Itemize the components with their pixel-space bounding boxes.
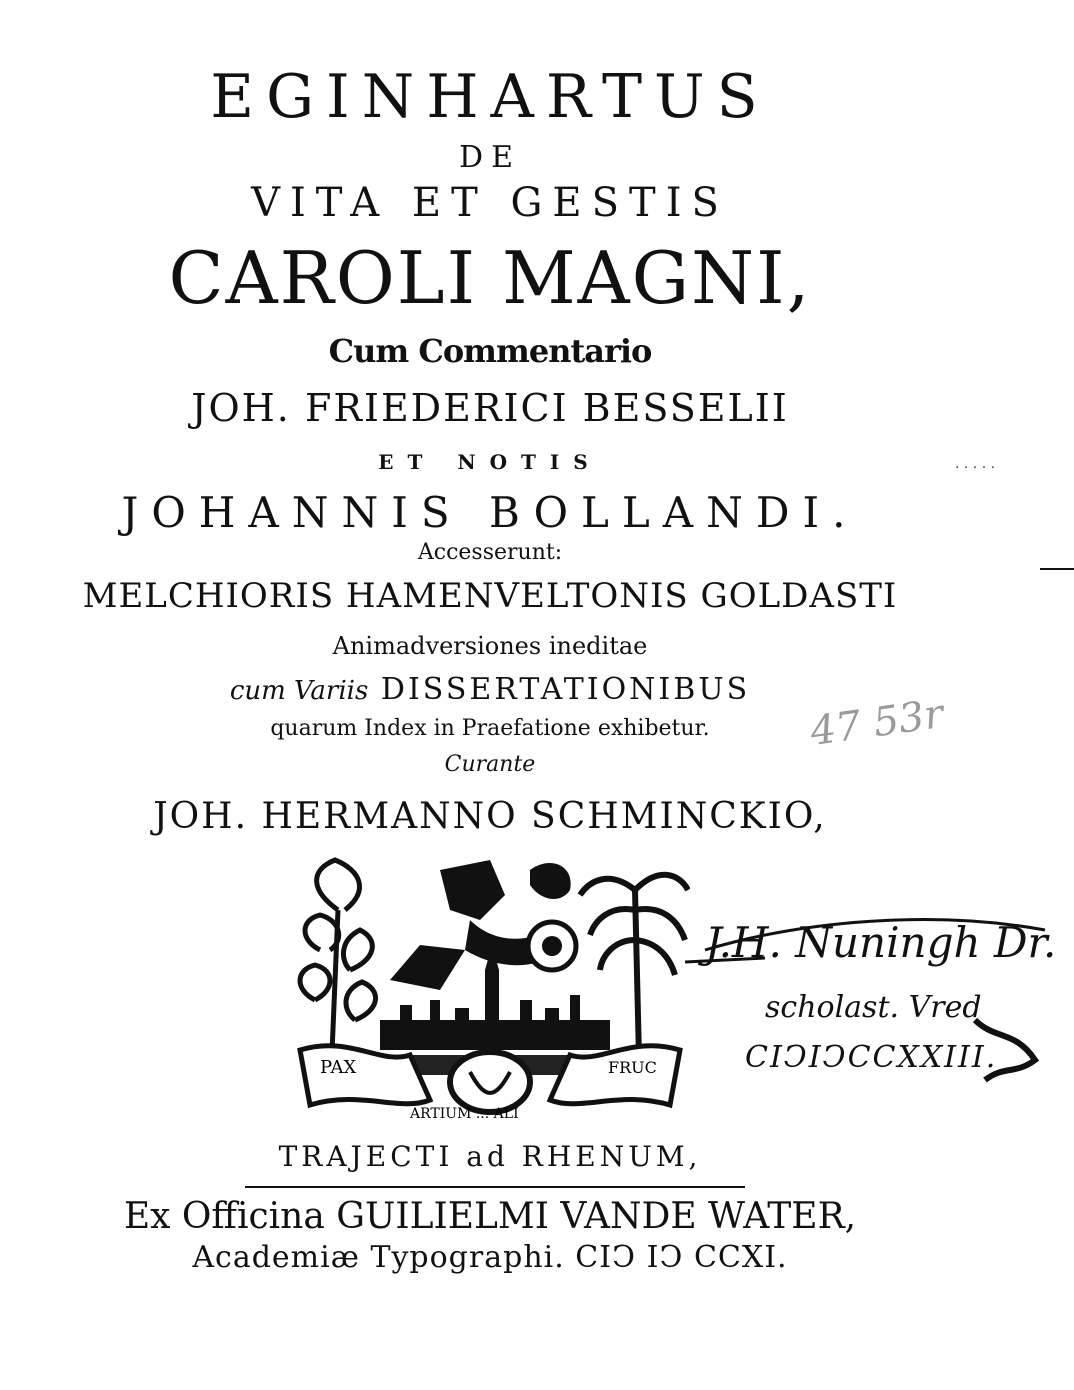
margin-pencil-note: 47 53r: [807, 690, 947, 756]
inscription-date: CIↃIↃCCXXIII.: [745, 1040, 998, 1075]
motto-left: PAX: [320, 1057, 357, 1078]
imprint-place: TRAJECTI ad RHENUM,: [278, 1140, 702, 1173]
bollandus-name: JOHANNIS BOLLANDI.: [121, 488, 859, 537]
edge-dots: · · · · ·: [955, 460, 996, 476]
edge-mark: [1040, 568, 1074, 570]
commentator-name: JOH. FRIEDERICI BESSELII: [191, 386, 789, 430]
preposition-de: DE: [459, 140, 521, 175]
animadversiones: Animadversiones ineditae: [332, 632, 648, 660]
inscription-name: J.H. Nuningh Dr.: [705, 918, 1057, 967]
imprint-date: Academiæ Typographi. CIↃ IↃ CCXI.: [192, 1240, 788, 1275]
imprint-printer: Ex Officina GUILIELMI VANDE WATER,: [123, 1196, 857, 1237]
printer-device-vignette: [290, 850, 690, 1125]
flying-figure-icon: [390, 860, 576, 990]
inscription-title: scholast. Vred: [765, 990, 982, 1025]
monogram-cartouche-icon: [450, 1052, 530, 1112]
title-caroli-magni: CAROLI MAGNI,: [168, 236, 812, 320]
index-note: quarum Index in Praefatione exhibetur.: [270, 716, 710, 741]
imprint-rule: [245, 1186, 745, 1188]
dissertationibus-line: [0, 672, 980, 707]
author-name: EGINHARTUS: [210, 62, 770, 132]
accesserunt: Accesserunt:: [417, 540, 563, 565]
dissertationibus: DISSERTATIONIBUS: [380, 672, 751, 707]
editor-name: JOH. HERMANNO SCHMINCKIO,: [153, 796, 827, 837]
et-notis: ET NOTIS: [378, 450, 602, 474]
goldast-name: MELCHIORIS HAMENVELTONIS GOLDASTI: [82, 576, 898, 616]
motto-bottom: ARTIUM ... ALI: [410, 1106, 519, 1122]
handwritten-inscription: [685, 900, 1065, 1120]
title-vita-et-gestis: VITA ET GESTIS: [251, 180, 729, 226]
curante: Curante: [444, 752, 536, 777]
motto-right: FRUC: [608, 1058, 657, 1077]
cum-commentario: Cum Commentario: [328, 332, 652, 370]
cum-variis: cum Variis: [229, 676, 369, 706]
